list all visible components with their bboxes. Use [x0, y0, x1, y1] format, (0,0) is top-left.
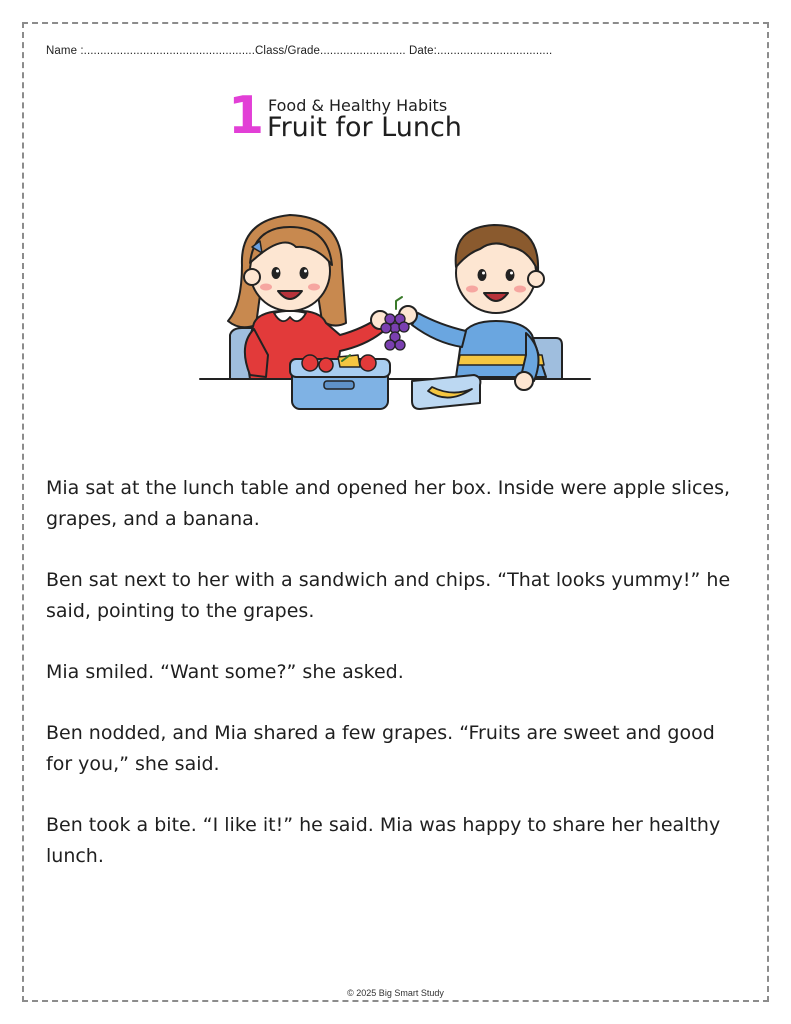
story-paragraph: Ben nodded, and Mia shared a few grapes. “Fruits are sweet and good for you,” she said.	[46, 722, 715, 775]
story-text	[46, 473, 746, 902]
lesson-number: 1	[228, 86, 265, 146]
children-sharing-lunch-illustration	[190, 205, 600, 440]
lesson-title: Fruit for Lunch	[267, 112, 462, 143]
lesson-topic: Food & Healthy Habits	[268, 96, 448, 115]
student-info-line: Name :....................................................Class/Grade.......................... Date:...................................	[46, 45, 553, 57]
story-paragraph: Mia sat at the lunch table and opened her box. Inside were apple slices, grapes, and a banana.	[46, 477, 731, 530]
story-paragraph: Ben took a bite. “I like it!” he said. Mia was happy to share her healthy lunch.	[46, 814, 721, 867]
story-paragraph: Ben sat next to her with a sandwich and chips. “That looks yummy!” he said, pointing to the grapes.	[46, 569, 731, 622]
story-paragraph: Mia smiled. “Want some?” she asked.	[46, 661, 404, 683]
copyright-footer: © 2025 Big Smart Study	[347, 988, 444, 998]
